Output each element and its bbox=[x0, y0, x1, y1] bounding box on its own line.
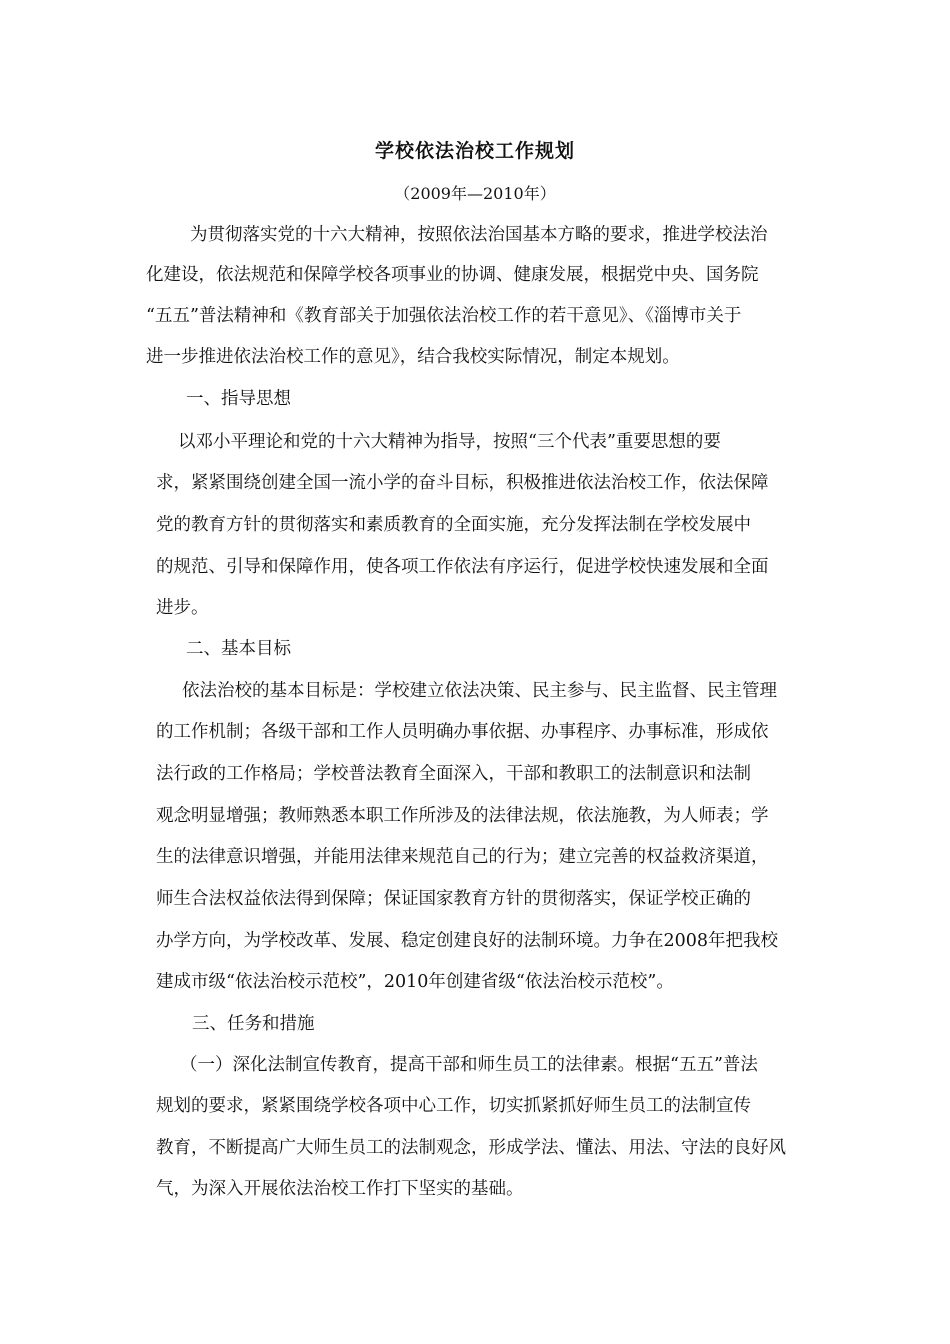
paragraph-line: 进步。 bbox=[156, 598, 209, 618]
document-title: 学校依法治校工作规划 bbox=[374, 140, 575, 162]
section-heading-tasks-measures: 三、任务和措施 bbox=[192, 1014, 315, 1034]
paragraph-line: 观念明显增强；教师熟悉本职工作所涉及的法律法规，依法施教，为人师表；学 bbox=[156, 806, 769, 826]
paragraph-line: （一）深化法制宣传教育，提高干部和师生员工的法律素。根据“五五”普法 bbox=[180, 1055, 758, 1075]
paragraph-line: 办学方向，为学校改革、发展、稳定创建良好的法制环境。力争在2008年把我校 bbox=[156, 931, 779, 951]
intro-line: “五五”普法精神和《教育部关于加强依法治校工作的若干意见》、《淄博市关于 bbox=[146, 306, 742, 326]
paragraph-line: 以邓小平理论和党的十六大精神为指导，按照“三个代表”重要思想的要 bbox=[178, 432, 721, 452]
paragraph-line: 依法治校的基本目标是：学校建立依法决策、民主参与、民主监督、民主管理 bbox=[182, 681, 777, 701]
paragraph-line: 教育，不断提高广大师生员工的法制观念，形成学法、懂法、用法、守法的良好风 bbox=[156, 1138, 786, 1158]
paragraph-line: 的工作机制；各级干部和工作人员明确办事依据、办事程序、办事标准，形成依 bbox=[156, 722, 769, 742]
document-subtitle: （2009年—2010年） bbox=[394, 184, 556, 203]
paragraph-line: 规划的要求，紧紧围绕学校各项中心工作，切实抓紧抓好师生员工的法制宣传 bbox=[156, 1096, 751, 1116]
paragraph-line: 法行政的工作格局；学校普法教育全面深入，干部和教职工的法制意识和法制 bbox=[156, 764, 751, 784]
section-heading-basic-goals: 二、基本目标 bbox=[186, 639, 291, 659]
paragraph-line: 求，紧紧围绕创建全国一流小学的奋斗目标，积极推进依法治校工作，依法保障 bbox=[156, 473, 769, 493]
paragraph-line: 的规范、引导和保障作用，使各项工作依法有序运行，促进学校快速发展和全面 bbox=[156, 557, 769, 577]
paragraph-line: 生的法律意识增强，并能用法律来规范自己的行为；建立完善的权益救济渠道， bbox=[156, 847, 769, 867]
intro-line: 为贯彻落实党的十六大精神，按照依法治国基本方略的要求，推进学校法治 bbox=[190, 225, 768, 245]
section-heading-guiding-ideology: 一、指导思想 bbox=[186, 389, 291, 409]
paragraph-line: 党的教育方针的贯彻落实和素质教育的全面实施，充分发挥法制在学校发展中 bbox=[156, 515, 751, 535]
paragraph-line: 建成市级“依法治校示范校”，2010年创建省级“依法治校示范校”。 bbox=[156, 972, 674, 992]
intro-line: 化建设，依法规范和保障学校各项事业的协调、健康发展，根据党中央、国务院 bbox=[146, 265, 759, 285]
intro-line: 进一步推进依法治校工作的意见》，结合我校实际情况，制定本规划。 bbox=[146, 347, 680, 367]
paragraph-line: 师生合法权益依法得到保障；保证国家教育方针的贯彻落实，保证学校正确的 bbox=[156, 889, 751, 909]
paragraph-line: 气，为深入开展依法治校工作打下坚实的基础。 bbox=[156, 1179, 524, 1199]
